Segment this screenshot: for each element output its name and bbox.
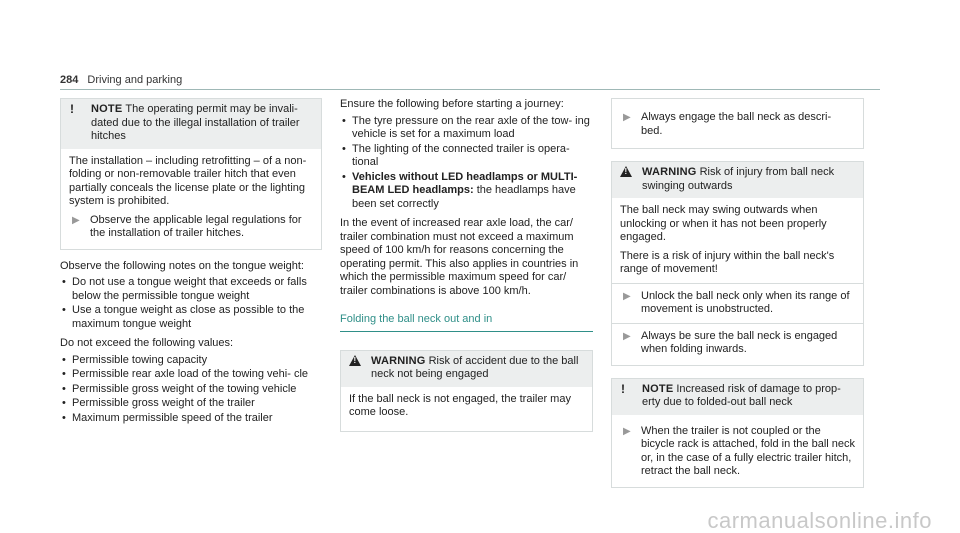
arrow-right-icon: ▶ [623,112,631,123]
list-item: • Permissible gross weight of the trailer [60,397,322,411]
column-right [611,98,864,496]
list-item: • Use a tongue weight as close as possible to the maximum tongue weight [60,304,322,331]
instruction [620,425,855,479]
warning-heading: Risk of injury from ball neck swinging outwards [642,166,835,192]
instruction [620,330,855,357]
arrow-right-icon: ▶ [623,425,631,437]
watermark: carmanualsonline.info [707,507,932,533]
arrow-right-icon: ▶ [623,330,631,342]
instruction-text: When the trailer is not coupled or the bicycle rack is attached, fold in the ball neck or, in the case of a fully electric trailer hitch, retract the ball neck. [641,424,856,477]
list-item: • The tyre pressure on the rear axle of the tow- ing vehicle is set for a maximum load [340,115,593,142]
list-item: • Do not use a tongue weight that exceeds or falls below the permissible tongue weight [60,276,322,303]
page-number: 284 [60,74,79,86]
values-list [60,354,322,426]
warning-box-header [612,162,863,198]
note-keyword: NOTE [91,103,123,115]
note-heading: Increased risk of damage to prop- erty due to folded-out ball neck [642,382,841,408]
warning-triangle-icon: ! [620,166,632,177]
note-box-damage [611,378,864,488]
warning-box-injury [611,161,864,366]
list-item: • The lighting of the connected trailer is opera- tional [340,143,593,170]
list-item-condition: Vehicles without LED headlamps or MULTI- BEAM LED headlamps: [352,170,578,196]
instruction [620,290,855,317]
journey-list [340,115,593,212]
warning-heading: Risk of accident due to the ball neck not being engaged [371,354,579,380]
warning-body: The ball neck may swing outwards when unlocking or when it has not been properly engaged. [620,204,827,243]
column-left [60,98,322,431]
page-header [60,74,182,88]
note-icon: ! [70,102,74,116]
note-icon: ! [621,381,625,396]
list-item: • Permissible rear axle load of the towing vehi- cle [60,368,322,382]
warning-body: If the ball neck is not engaged, the trailer may come loose. [349,392,571,418]
warning-body: There is a risk of injury within the ball neck's range of movement! [620,249,835,275]
note-body: The installation – including retrofitting – of a non-folding or non-removable trailer hitch that even partially conceals the license plate or the lighting system is prohibited. [69,154,307,207]
warning-box-accident [340,350,593,432]
header-divider [60,89,880,90]
instruction-text: Unlock the ball neck only when its range of movement is unobstructed. [641,289,850,315]
note-box-header [61,99,321,149]
note-keyword: NOTE [642,382,674,395]
speed-paragraph: In the event of increased rear axle load, the car/ trailer combination must not exceed a maximum speed of 100 km/h for reasons concerning the operating permit. This also applies in countries in which the permissible maximum speed for car/ trailer combinations is above 100 km/h. [340,217,579,297]
list-item: • Vehicles without LED headlamps or MULTI- BEAM LED headlamps: the headlamps have been set correctly [340,171,593,212]
tongue-list [60,276,322,331]
instruction-text: Always be sure the ball neck is engaged when folding inwards. [641,329,838,355]
journey-intro: Ensure the following before starting a journey: [340,98,564,110]
list-item: • Permissible towing capacity [60,354,322,368]
list-item: • Permissible gross weight of the towing vehicle [60,383,322,397]
tongue-intro: Observe the following notes on the tongue weight: [60,259,304,272]
column-middle [340,98,593,440]
warning-keyword: WARNING [642,166,697,178]
note-box-trailer-hitch [60,98,322,250]
section-title: Driving and parking [87,74,183,86]
instruction-text: Observe the applicable legal regulations for the installation of trailer hitches. [90,213,302,239]
warning-box-header [341,351,592,387]
instruction-text: Always engage the ball neck as descri- bed. [641,111,832,137]
list-item: • Maximum permissible speed of the trailer [60,412,322,426]
warning-keyword: WARNING [371,354,426,367]
instruction [620,111,855,138]
instruction [69,214,313,241]
continued-box [611,98,864,149]
note-box-header [612,379,863,415]
arrow-right-icon: ▶ [72,214,80,226]
warning-triangle-icon: ! [349,355,361,366]
note-heading: The operating permit may be invali- dated due to the illegal installation of trailer hitches [91,103,300,142]
arrow-right-icon: ▶ [623,290,631,302]
section-heading: Folding the ball neck out and in [340,313,593,332]
values-intro: Do not exceed the following values: [60,337,234,349]
